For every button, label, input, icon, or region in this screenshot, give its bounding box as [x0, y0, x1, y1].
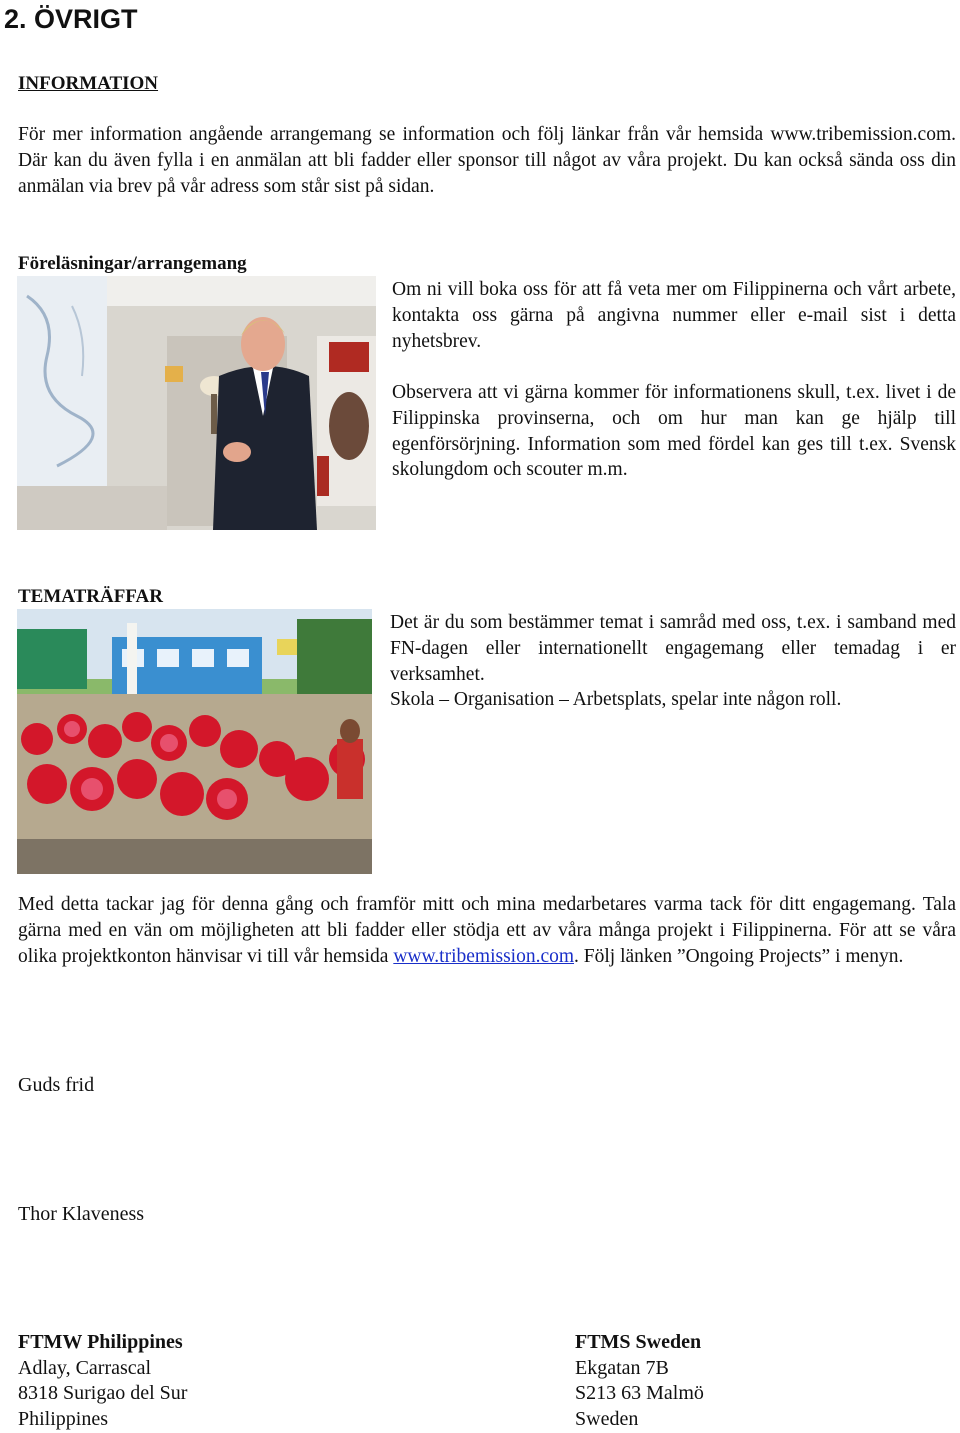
- lecture-photo: [17, 276, 376, 530]
- festival-photo-illustration: [17, 609, 372, 874]
- lecture-photo-illustration: [17, 276, 376, 530]
- address-line: Adlay, Carrascal: [18, 1356, 152, 1379]
- address-name: FTMS Sweden: [575, 1331, 702, 1353]
- theme-paragraph-2: Skola – Organisation – Arbetsplats, spelar inte någon roll.: [390, 689, 842, 710]
- address-line: Philippines: [18, 1408, 109, 1431]
- theme-paragraph-1: Det är du som bestämmer temat i samråd med oss, t.ex. i samband med FN-dagen eller internationellt engagemang eller temadag i er verksamhet.: [390, 612, 956, 685]
- address-line: Ekgatan 7B: [575, 1356, 669, 1379]
- address-line: S213 63 Malmö: [575, 1382, 704, 1405]
- lectures-title: Föreläsningar/arrangemang: [18, 253, 247, 274]
- address-line: Sweden: [575, 1408, 639, 1431]
- information-title: INFORMATION: [18, 73, 159, 94]
- information-text-b: . Där kan du även fylla i en anmälan att bli fadder eller sponsor till något av våra projekt. Du kan också sända oss din anmälan via brev på vår adress som står sist på sidan.: [18, 124, 956, 197]
- closing-paragraph: [18, 892, 956, 969]
- address-sweden: [575, 1330, 704, 1433]
- signature: Thor Klaveness: [18, 1203, 145, 1225]
- lectures-paragraph-2: Observera att vi gärna kommer för informationens skull, t.ex. livet i de Filippinska provinserna, och om hur man kan ge hjälp till egenförsörjning. Information som med fördel kan ges till t.ex. Svensk skolungdom och scouter m.m.: [392, 382, 956, 481]
- information-paragraph: [18, 122, 956, 199]
- theme-title: TEMATRÄFFAR: [18, 586, 163, 607]
- page-heading: 2. ÖVRIGT: [4, 4, 138, 34]
- lectures-paragraph-1: Om ni vill boka oss för att få veta mer om Filippinerna och vårt arbete, kontakta oss gärna på angivna nummer eller e-mail sist i detta nyhetsbrev.: [392, 279, 956, 352]
- information-text-a: För mer information angående arrangemang se information och följ länkar från vår hemsida: [18, 124, 771, 145]
- festival-photo: [17, 609, 372, 874]
- closing-text-b: . Följ länken ”Ongoing Projects” i menyn.: [574, 945, 904, 967]
- address-name: FTMW Philippines: [18, 1331, 183, 1353]
- closing-link[interactable]: www.tribemission.com: [393, 945, 575, 967]
- address-philippines: [18, 1330, 187, 1433]
- closing-text-a: Med detta tackar jag för denna gång och framför mitt och mina medarbetares varma tack för ditt engagemang. Tala gärna med en vän om möjligheten att bli fadder eller stödja ett av våra många projekt i Filippinerna. För att se våra olika projektkonton hänvisar vi till vår hemsida: [18, 894, 956, 967]
- information-link[interactable]: www.tribemission.com: [770, 124, 952, 145]
- address-line: 8318 Surigao del Sur: [18, 1382, 188, 1405]
- greeting: Guds frid: [18, 1074, 95, 1096]
